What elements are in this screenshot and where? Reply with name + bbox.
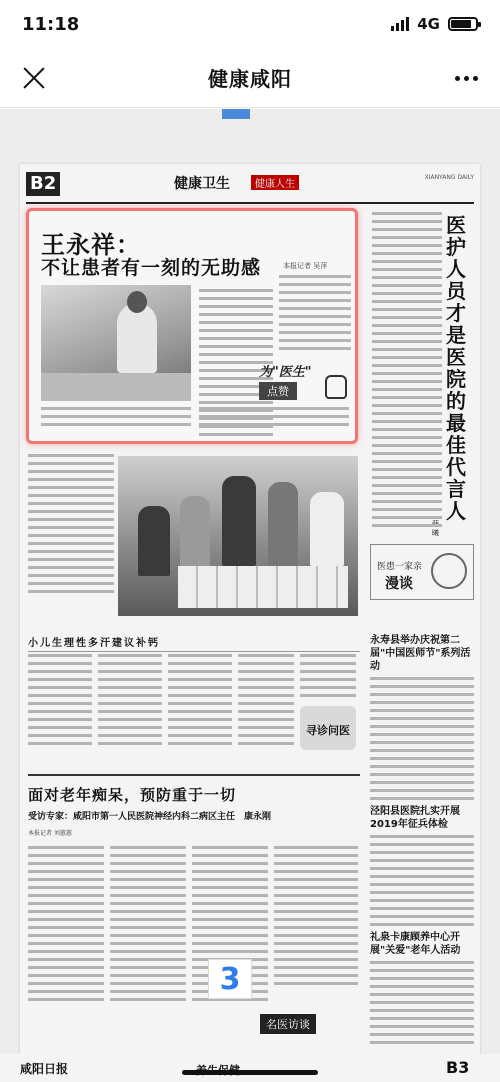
battery-level [451,20,471,28]
dementia-byline: 本报记者 刘蕙蕙 [28,830,72,837]
commentary-column [370,208,474,628]
commentary-author: 曦 [432,529,439,537]
page-tab-marker [222,109,250,119]
nav-bar [0,48,500,108]
newspaper-header [26,170,474,204]
comic-box [370,544,474,600]
subsection-label: 健康人生 [251,175,299,190]
status-icons [391,15,478,33]
seal-icon [431,553,467,589]
signal-icon [391,17,409,31]
featured-byline: 本报记者 吴萍 [283,262,328,270]
dementia-headline: 面对老年痴呆，预防重于一切 [28,786,237,804]
thumbs-up-icon [325,375,347,399]
brief-headline-3: 礼泉卡康顾养中心开展"关爱"老年人活动 [370,932,461,956]
article-child-sweating[interactable] [28,634,360,764]
brief-headline-1: 永寿县举办庆祝第二届"中国医师节"系列活动 [370,635,471,672]
more-options-icon[interactable] [455,66,478,90]
masthead-right: XIANYANG DAILY [424,174,474,181]
commentary-body [372,212,442,532]
article-content[interactable] [0,109,500,1054]
news-briefs-column[interactable] [370,634,474,1044]
newspaper-page[interactable] [20,164,480,1054]
battery-icon [448,17,478,31]
section-title: 健康卫生 [174,176,230,192]
next-page-preview[interactable] [0,1054,500,1082]
status-bar [0,0,500,48]
dementia-subhead: 受访专家：咸阳市第一人民医院神经内科二病区主任 康永刚 [28,812,272,822]
consult-badge: 寻诊问医 [300,706,356,750]
featured-article[interactable] [26,208,358,444]
next-page-label: B3 [446,1058,470,1077]
praise-doctor-badge: 为"医生" 点赞 [259,361,349,411]
article-dementia[interactable] [28,774,360,1044]
comic-title: 漫谈 [385,576,413,592]
featured-headline-line2: 不让患者有一刻的无助感 [41,257,262,279]
featured-column-2 [279,275,351,355]
comic-label: 医患一家亲 [377,562,423,572]
caption-lines [41,407,191,431]
expert-interview-label: 名医访谈 [260,1012,356,1036]
brief-headline-2: 泾阳县医院扎实开展2019年征兵体检 [370,806,460,830]
home-indicator[interactable] [182,1070,318,1075]
page-number-badge[interactable]: 3 [208,959,252,999]
page-title: 健康咸阳 [208,67,292,91]
volunteers-photo [118,456,358,616]
close-icon[interactable] [18,62,50,94]
page-label: B2 [26,172,60,196]
network-type: 4G [417,15,440,33]
photo-caption-text [28,454,114,598]
commentary-title: 医护人员才是医院的最佳代言人 [446,213,466,523]
status-time: 11:18 [22,13,80,35]
section2-title: 小儿生理性多汗建议补钙 [28,634,360,652]
doctor-photo [41,285,191,401]
next-masthead: 咸阳日报 [20,1062,69,1076]
featured-headline-line1: 王永祥： [41,231,141,259]
